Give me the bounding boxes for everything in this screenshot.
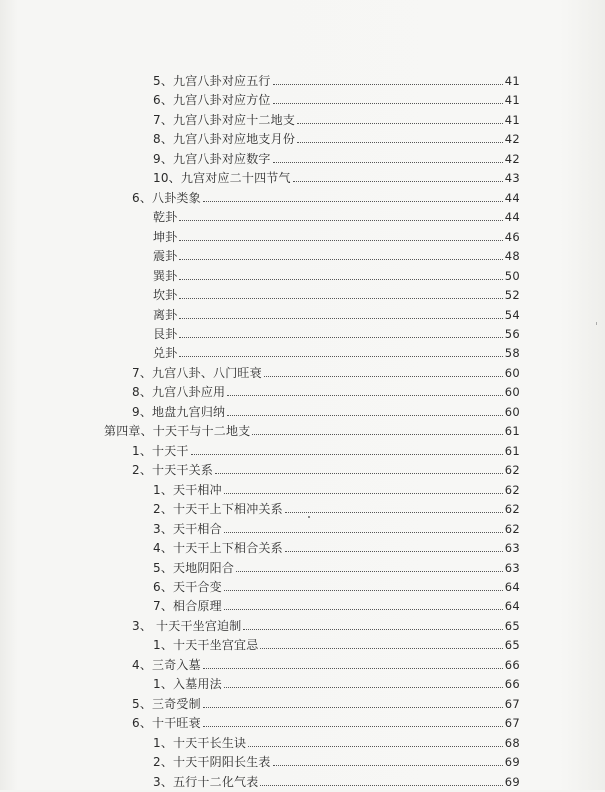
toc-entry-page-number: 64 [504, 599, 520, 614]
dot-leader [203, 726, 503, 727]
dot-leader [273, 103, 503, 104]
toc-entry[interactable] [153, 286, 520, 305]
toc-entry[interactable] [132, 656, 520, 675]
toc-entry-page-number: 61 [504, 424, 520, 439]
toc-entry[interactable] [153, 520, 520, 539]
toc-entry-title: 巽卦 [153, 268, 178, 283]
toc-entry[interactable] [153, 597, 520, 616]
toc-entry-page-number: 41 [504, 112, 520, 127]
dot-leader [273, 162, 503, 163]
toc-entry-title: 8、九宫八卦应用 [132, 385, 226, 400]
toc-entry[interactable] [153, 500, 520, 519]
toc-entry-title: 2、十天干关系 [132, 463, 214, 478]
toc-entry-title: 4、十天干上下相合关系 [153, 541, 283, 556]
toc-entry[interactable] [153, 306, 520, 325]
toc-entry[interactable] [132, 461, 520, 480]
dot-leader [179, 298, 502, 299]
toc-entry-title: 1、十天干 [132, 443, 189, 458]
dot-leader [203, 668, 503, 669]
dot-leader [260, 648, 502, 649]
toc-entry[interactable] [153, 228, 520, 247]
toc-entry[interactable] [132, 403, 520, 422]
toc-entry[interactable] [153, 773, 520, 792]
dot-leader [227, 395, 503, 396]
toc-entry[interactable] [153, 72, 520, 91]
toc-entry-title: 6、十干旺衰 [132, 716, 201, 731]
toc-entry-title: 6、天干合变 [153, 579, 222, 594]
toc-entry-page-number: 46 [504, 229, 520, 244]
toc-entry-page-number: 69 [504, 755, 520, 770]
toc-entry-page-number: 63 [504, 560, 520, 575]
dot-leader [224, 532, 503, 533]
toc-entry-page-number: 48 [504, 249, 520, 264]
toc-entry[interactable] [132, 189, 520, 208]
toc-entry-title: 5、三奇受制 [132, 696, 201, 711]
toc-entry-page-number: 60 [504, 404, 520, 419]
toc-entry-title: 1、天干相冲 [153, 482, 222, 497]
toc-entry[interactable] [153, 169, 520, 188]
toc-entry-title: 9、地盘九宫归纳 [132, 404, 226, 419]
toc-entry-title: 艮卦 [153, 326, 178, 341]
toc-entry[interactable] [153, 111, 520, 130]
toc-entry-page-number: 42 [504, 151, 520, 166]
dot-leader [264, 376, 503, 377]
toc-entry-title: 1、十天干长生诀 [153, 735, 247, 750]
toc-entry-page-number: 50 [504, 268, 520, 283]
toc-entry[interactable] [153, 559, 520, 578]
dot-leader [224, 609, 503, 610]
toc-entry-title: 10、九宫对应二十四节气 [153, 171, 291, 186]
toc-entry-title: 3、 十天干坐宫迫制 [132, 618, 242, 633]
toc-entry-page-number: 62 [504, 521, 520, 536]
toc-entry-title: 乾卦 [153, 210, 178, 225]
toc-entry-title: 坎卦 [153, 288, 178, 303]
dot-leader [248, 746, 503, 747]
toc-entry[interactable] [153, 325, 520, 344]
toc-entry[interactable] [153, 150, 520, 169]
scan-speck [596, 322, 597, 325]
dot-leader [179, 259, 502, 260]
toc-entry-title: 3、五行十二化气表 [153, 774, 259, 789]
dot-leader [191, 454, 503, 455]
toc-entry-page-number: 44 [504, 190, 520, 205]
dot-leader [179, 337, 502, 338]
dot-leader [260, 785, 502, 786]
toc-entry-title: 7、相合原理 [153, 599, 222, 614]
toc-entry-page-number: 44 [504, 210, 520, 225]
toc-entry-page-number: 65 [504, 618, 520, 633]
dot-leader [273, 765, 503, 766]
dot-leader [224, 590, 503, 591]
toc-entry-title: 1、十天干坐宫宜忌 [153, 638, 259, 653]
toc-entry-page-number: 41 [504, 74, 520, 88]
toc-entry-title: 离卦 [153, 307, 178, 322]
dot-leader [297, 142, 503, 143]
toc-entry-title: 8、九宫八卦对应地支月份 [153, 132, 296, 147]
dot-leader [203, 201, 503, 202]
toc-entry-title: 1、入墓用法 [153, 677, 222, 692]
toc-entry-page-number: 62 [504, 463, 520, 478]
toc-entry[interactable] [104, 422, 520, 441]
toc-entry[interactable] [153, 91, 520, 110]
dot-leader [285, 512, 503, 513]
dot-leader [179, 240, 502, 241]
dot-leader [179, 279, 502, 280]
toc-entry-page-number: 63 [504, 541, 520, 556]
toc-entry[interactable] [153, 130, 520, 149]
toc-entry[interactable] [153, 481, 520, 500]
toc-entry[interactable] [132, 695, 520, 714]
toc-entry-title: 2、十天干阴阳长生表 [153, 755, 271, 770]
toc-entry-title: 坤卦 [153, 229, 178, 244]
toc-entry[interactable] [132, 364, 520, 383]
toc-entry-page-number: 42 [504, 132, 520, 147]
toc-entry-title: 9、九宫八卦对应数字 [153, 151, 271, 166]
dot-leader [227, 415, 503, 416]
toc-entry[interactable] [153, 208, 520, 227]
toc-entry-page-number: 60 [504, 365, 520, 380]
dot-leader [203, 707, 503, 708]
toc-entry-page-number: 41 [504, 93, 520, 108]
toc-entry-title: 震卦 [153, 249, 178, 264]
toc-entry[interactable] [153, 753, 520, 772]
toc-entry-page-number: 60 [504, 385, 520, 400]
dot-leader [179, 318, 502, 319]
toc-entry[interactable] [132, 714, 520, 733]
toc-entry-page-number: 62 [504, 482, 520, 497]
toc-entry[interactable] [153, 675, 520, 694]
toc-entry-page-number: 61 [504, 443, 520, 458]
toc-entry-title: 7、九宫八卦对应十二地支 [153, 112, 296, 127]
toc-entry-page-number: 64 [504, 579, 520, 594]
toc-entry-page-number: 66 [504, 657, 520, 672]
toc-entry-page-number: 43 [504, 171, 520, 186]
toc-entry-page-number: 54 [504, 307, 520, 322]
dot-leader [297, 123, 503, 124]
toc-entry[interactable] [153, 247, 520, 266]
toc-entry-title: 5、天地阴阳合 [153, 560, 235, 575]
dot-leader [224, 493, 503, 494]
toc-entry-title: 2、十天干上下相冲关系 [153, 502, 283, 517]
dot-leader [273, 84, 503, 85]
toc-entry[interactable] [153, 267, 520, 286]
toc-entry[interactable] [132, 617, 520, 636]
toc-entry-title: 3、天干相合 [153, 521, 222, 536]
toc-entry-page-number: 68 [504, 735, 520, 750]
toc-entry[interactable] [153, 344, 520, 363]
dot-leader [243, 629, 502, 630]
toc-entry-title: 5、九宫八卦对应五行 [153, 74, 271, 88]
toc-entry-page-number: 62 [504, 502, 520, 517]
toc-entry[interactable] [132, 442, 520, 461]
toc-entry-title: 6、九宫八卦对应方位 [153, 93, 271, 108]
dot-leader [179, 356, 502, 357]
toc-entry[interactable] [153, 734, 520, 753]
dot-leader [215, 473, 503, 474]
dot-leader [224, 687, 503, 688]
toc-entry-page-number: 58 [504, 346, 520, 361]
toc-entry[interactable] [153, 539, 520, 558]
dot-leader [236, 571, 503, 572]
toc-entry-page-number: 67 [504, 716, 520, 731]
toc-entry-title: 6、八卦类象 [132, 190, 201, 205]
toc-entry-title: 4、三奇入墓 [132, 657, 201, 672]
toc-entry-title: 7、九宫八卦、八门旺衰 [132, 365, 262, 380]
toc-entry-page-number: 65 [504, 638, 520, 653]
toc-entry[interactable] [153, 578, 520, 597]
toc-entry-page-number: 52 [504, 288, 520, 303]
toc-entry-title: 兑卦 [153, 346, 178, 361]
dot-leader [179, 220, 502, 221]
toc-entry-title: 第四章、十天干与十二地支 [104, 424, 251, 439]
dot-leader [293, 181, 503, 182]
dot-leader [252, 434, 502, 435]
dot-leader [285, 551, 503, 552]
toc-entry-page-number: 69 [504, 774, 520, 789]
toc-entry[interactable] [153, 636, 520, 655]
toc-entry-page-number: 67 [504, 696, 520, 711]
toc-entry-page-number: 66 [504, 677, 520, 692]
toc-entry[interactable] [132, 383, 520, 402]
toc-entry-page-number: 56 [504, 326, 520, 341]
